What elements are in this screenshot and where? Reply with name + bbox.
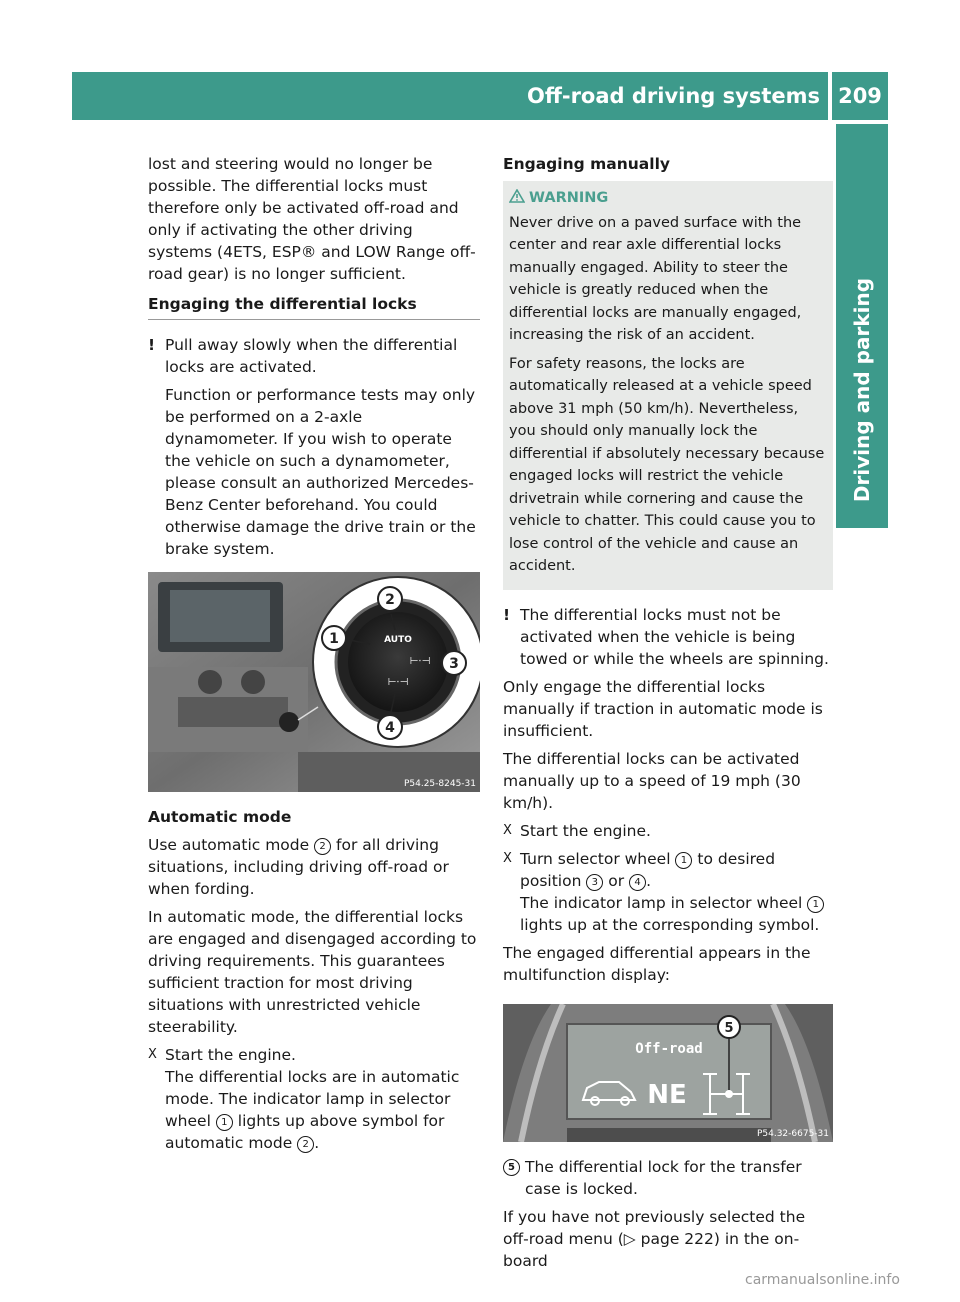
- exclamation-icon: !: [503, 605, 511, 624]
- paragraph: Use automatic mode 2 for all driving situations, including driving off-road or when fording.: [148, 836, 449, 898]
- callout-3: [442, 651, 466, 675]
- paragraph: The engaged differential appears in the multifunction display:: [503, 943, 811, 984]
- callout-4: [378, 715, 402, 739]
- legend-text: The differential lock for the transfer case is locked.: [525, 1157, 802, 1198]
- section-title: Off-road driving systems: [527, 84, 820, 108]
- dial-auto-label: AUTO: [384, 635, 412, 645]
- circled-number: 2: [314, 838, 331, 855]
- callout-5-label: 5: [724, 1020, 734, 1036]
- callout-2: [378, 587, 402, 611]
- caution-note: [148, 334, 480, 560]
- warning-heading: WARNING: [509, 187, 827, 210]
- exclamation-icon: !: [148, 336, 156, 354]
- note-text: Function or performance tests may only be performed on a 2-axle dynamometer. If you wish to operate the vehicle on such a dynamometer, please consult an authorized Mercedes-Benz Center beforehand. You could otherwise damage the drive train or the brake system.: [165, 386, 476, 558]
- subheading-engaging-locks: Engaging the differential locks: [148, 293, 480, 320]
- paragraph: If you have not previously selected the off-road menu (▷ page 222) in the on-board: [503, 1207, 806, 1270]
- callout-4-label: 4: [385, 720, 395, 736]
- circled-number: 1: [807, 896, 824, 913]
- display-title: Off-road: [635, 1040, 703, 1057]
- warning-triangle-icon: [509, 189, 525, 203]
- paragraph: lost and steering would no longer be possible. The differential locks must therefore only be activated off-road and only if activating the other driving systems (4ETS, ESP® and LOW Range off-road gear) is no longer sufficient.: [148, 155, 476, 283]
- callout-3-label: 3: [449, 656, 459, 672]
- figure-code: P54.25-8245-31: [403, 779, 476, 789]
- legend-item: [503, 1156, 833, 1200]
- note-text: Pull away slowly when the differential locks are activated.: [165, 336, 458, 376]
- svg-text:⊢⋅⊣: ⊢⋅⊣: [409, 656, 431, 667]
- circled-number: 3: [586, 874, 603, 891]
- left-column: [148, 153, 480, 1160]
- warning-text: For safety reasons, the locks are automatically released at a vehicle speed above 31 mph (50 km/h). Nevertheless, you should only manually lock the differential if absolutely necessary because engaged locks will restrict the vehicle drivetrain while cornering and cause the vehicle to chatter. This could cause you to lose control of the vehicle and cause an accident.: [509, 355, 825, 574]
- multifunction-display-figure: [503, 1004, 833, 1142]
- instruction-step: X Turn selector wheel 1 to desired position 3 or 4 . The indicator lamp in selector wheel 1 lights up at the corresponding symbol.: [503, 848, 833, 936]
- figure-code: P54.32-6675-31: [756, 1128, 829, 1139]
- paragraph: The differential locks can be activated manually up to a speed of 19 mph (30 km/h).: [503, 749, 801, 812]
- instruction-step: X Start the engine. The differential locks are in automatic mode. The indicator lamp in selector wheel 1 lights up above symbol for automatic mode 2 .: [148, 1046, 460, 1152]
- callout-1-label: 1: [329, 631, 339, 647]
- callout-1: [322, 626, 346, 650]
- callout-5: [718, 1016, 740, 1038]
- side-tab-label: Driving and parking: [850, 277, 874, 503]
- circled-number: 4: [629, 874, 646, 891]
- callout-2-label: 2: [385, 592, 395, 608]
- page-number: 209: [838, 84, 882, 108]
- multifunction-display-photo: [503, 1004, 833, 1142]
- subheading-engaging-manually: Engaging manually: [503, 155, 670, 173]
- caution-note: [503, 604, 833, 670]
- display-text: NE: [647, 1079, 687, 1110]
- warning-box: [503, 181, 833, 590]
- footer-watermark: carmanualsonline.info: [745, 1272, 900, 1288]
- step-arrow-icon: X: [148, 1047, 157, 1062]
- subheading-automatic-mode: Automatic mode: [148, 808, 292, 826]
- selector-wheel-figure: [148, 572, 480, 792]
- circled-number: 2: [297, 1136, 314, 1153]
- right-column: [503, 153, 833, 1278]
- instruction-step: X Start the engine.: [503, 821, 651, 840]
- warning-text: Never drive on a paved surface with the center and rear axle differential locks manually engaged. Ability to steer the vehicle is greatly reduced when the differential locks are manually engaged, increasing the risk of an accident.: [509, 214, 802, 343]
- step-arrow-icon: X: [503, 822, 512, 838]
- circled-number: 1: [675, 852, 692, 869]
- selector-wheel-photo: [148, 572, 480, 792]
- note-text: The differential locks must not be activated when the vehicle is being towed or while the wheels are spinning.: [520, 605, 829, 668]
- circled-number: 1: [216, 1114, 233, 1131]
- svg-text:⊢⋅⊣: ⊢⋅⊣: [387, 677, 409, 688]
- paragraph: Only engage the differential locks manually if traction in automatic mode is insufficient.: [503, 677, 823, 740]
- circled-number: 5: [503, 1159, 520, 1176]
- paragraph: In automatic mode, the differential locks are engaged and disengaged according to driving requirements. This guarantees sufficient traction for most driving situations with unrestricted vehicle steerability.: [148, 908, 477, 1036]
- step-arrow-icon: X: [503, 850, 512, 866]
